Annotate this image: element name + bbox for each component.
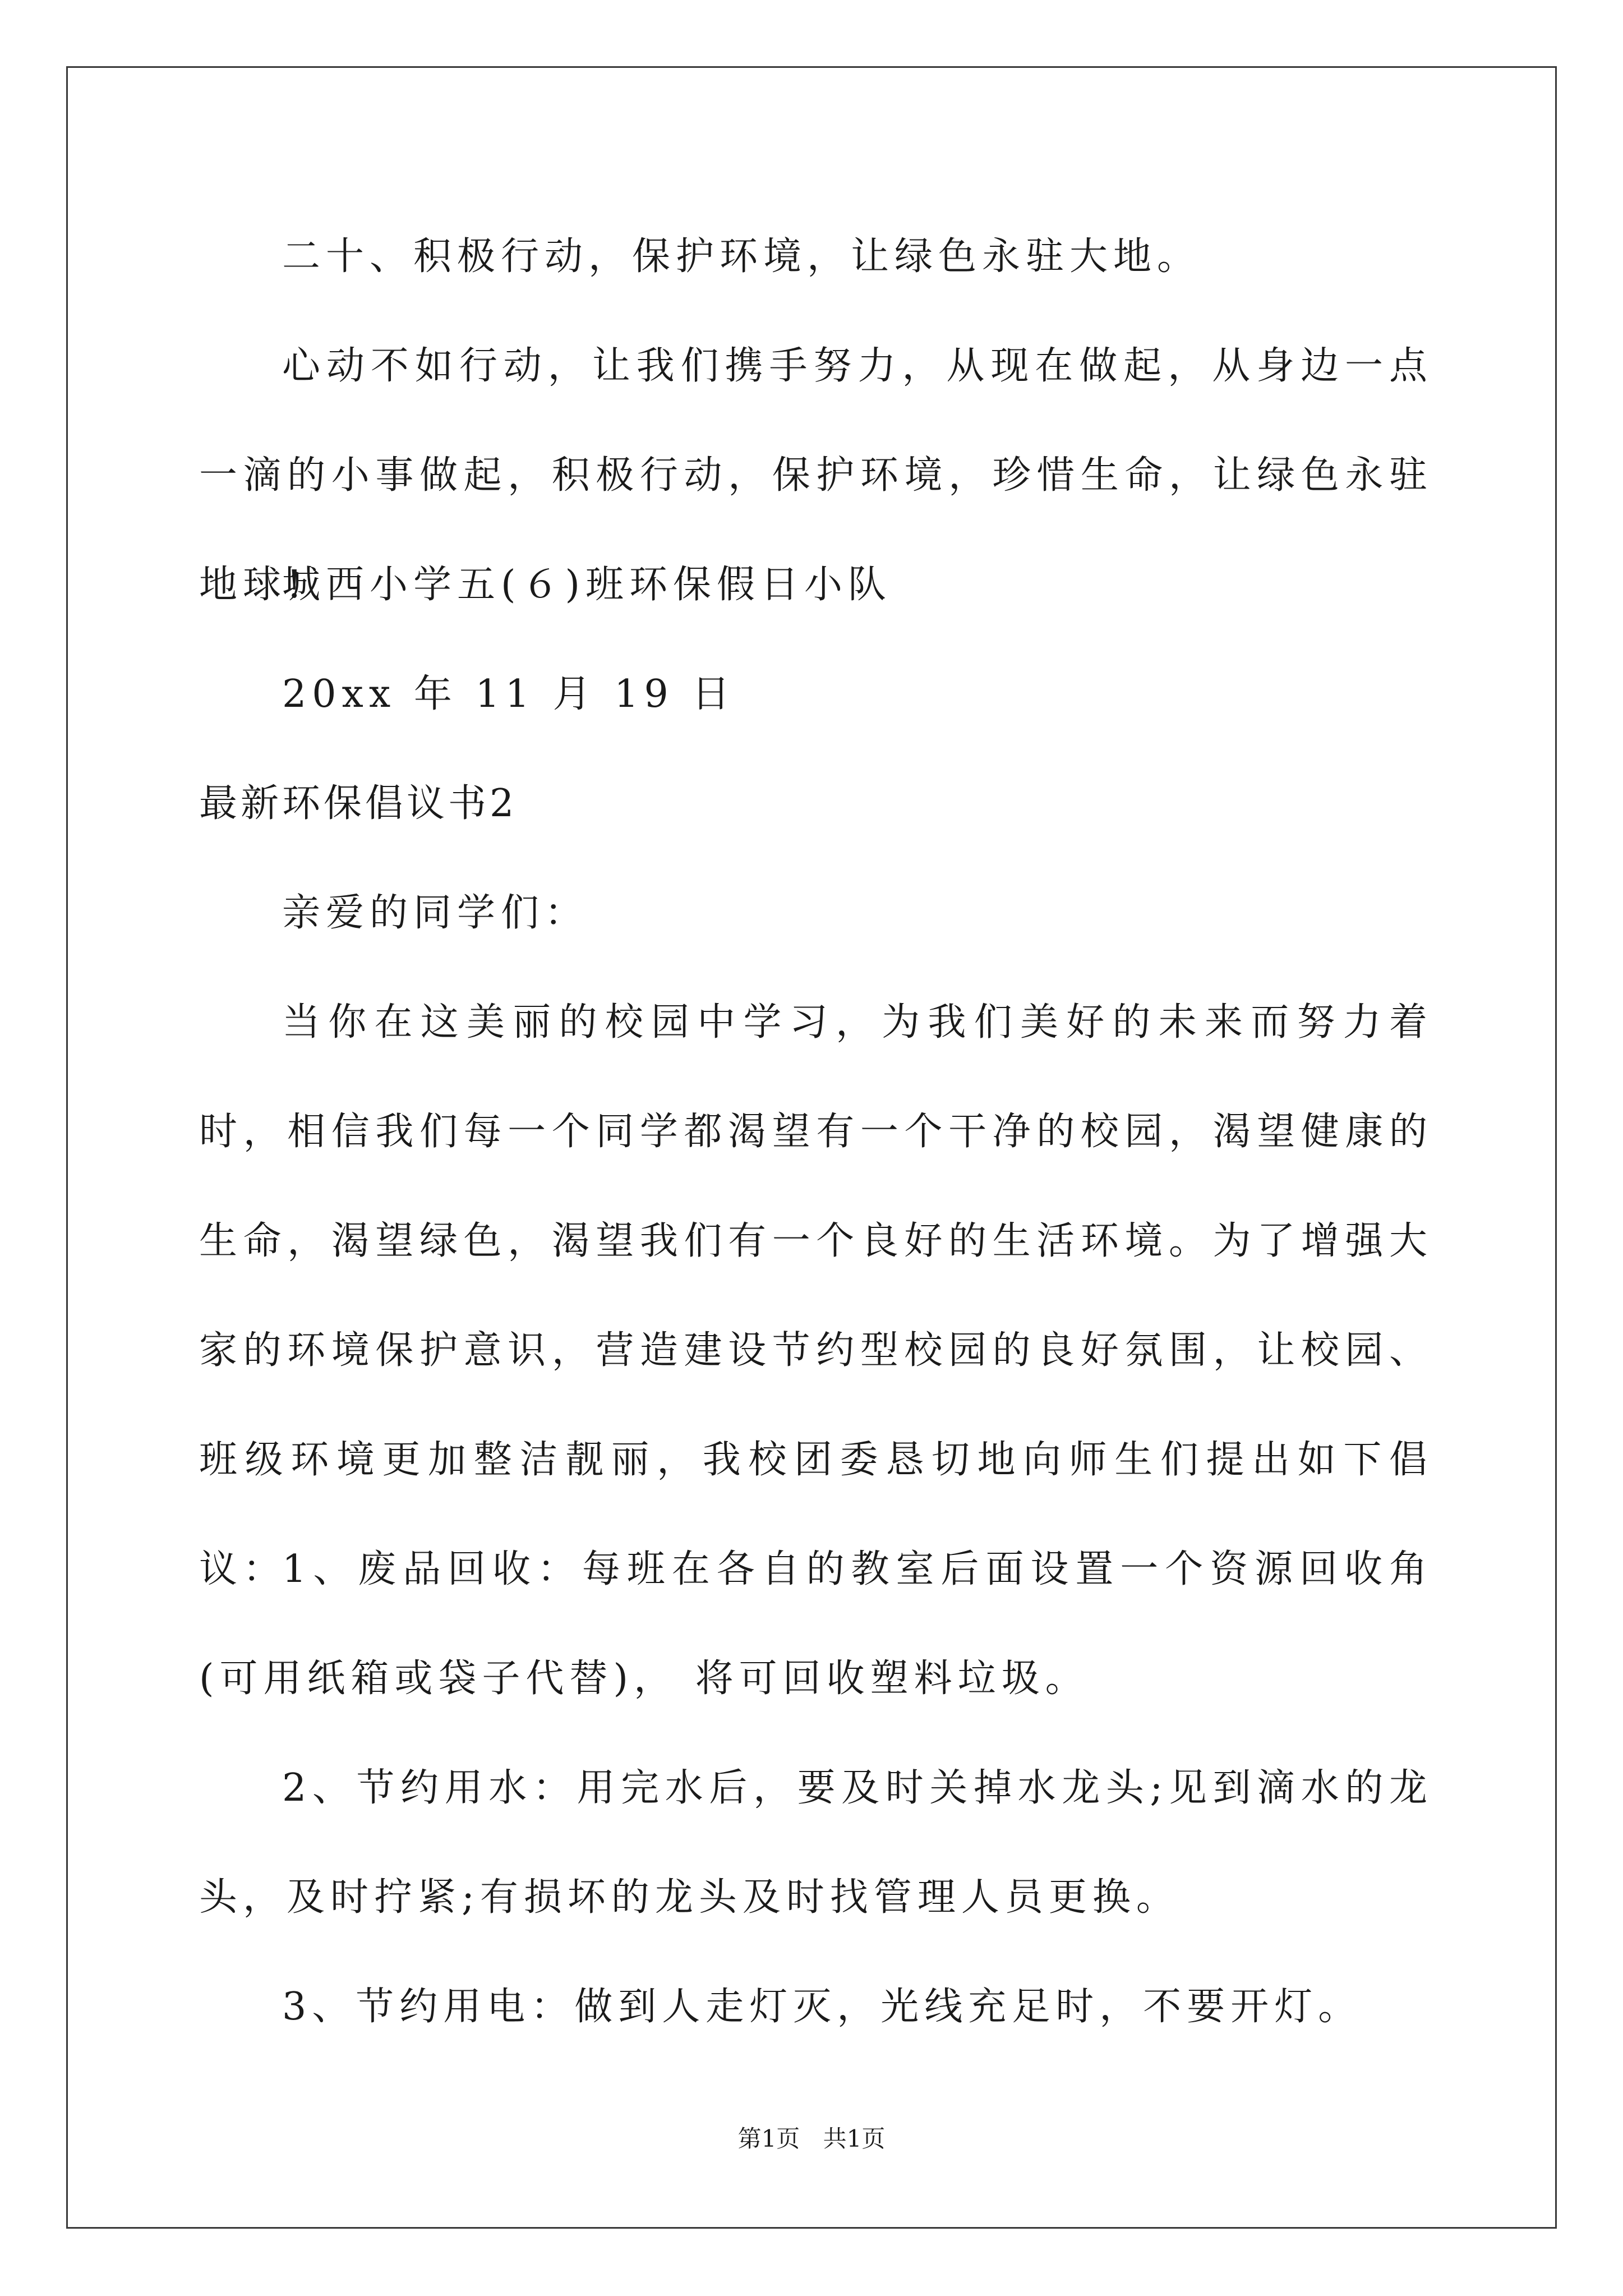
page-number: 第1页 (737, 2125, 800, 2152)
paragraph-item-2: 2、节约用水：用完水后，要及时关掉水龙头;见到滴水的龙头，及时拧紧;有损坏的龙头及时找管理人员更换。 (199, 1766, 1433, 1920)
paragraph-intro: 当你在这美丽的校园中学习，为我们美好的未来而努力着时，相信我们每一个同学都渴望有一个干净的校园，渴望健康的生命，渴望绿色，渴望我们有一个良好的生活环境。为了增强大家的环境保护意识，营造建设节约型校园的良好氛围，让校园、班级环境更加整洁靓丽，我校团委恳切地向师生们提出如下倡议： (199, 1000, 1433, 1591)
paragraph-item-3: 3、节约用电：做到人走灯灭，光线充足时，不要开灯。 (282, 1985, 1362, 2029)
signature-team: 城西小学五(６)班环保假日小队 (282, 563, 892, 607)
page-footer (0, 2120, 1623, 2154)
section-title: 最新环保倡议书2 (199, 781, 518, 826)
paragraph-item-1: 1、废品回收：每班在各自的教室后面设置一个资源回收角(可用纸箱或袋子代替)， 将可回收塑料垃圾。 (199, 1547, 1433, 1701)
paragraph-closing: 心动不如行动，让我们携手努力，从现在做起，从身边一点一滴的小事做起，积极行动，保护环境，珍惜生命，让绿色永驻地球! (199, 344, 1433, 607)
paragraph-item-20: 二十、积极行动，保护环境，让绿色永驻大地。 (282, 234, 1201, 279)
page-total: 共1页 (823, 2125, 886, 2152)
salutation: 亲爱的同学们： (282, 891, 589, 935)
signature-date: 20xx 年 11 月 19 日 (282, 672, 736, 716)
